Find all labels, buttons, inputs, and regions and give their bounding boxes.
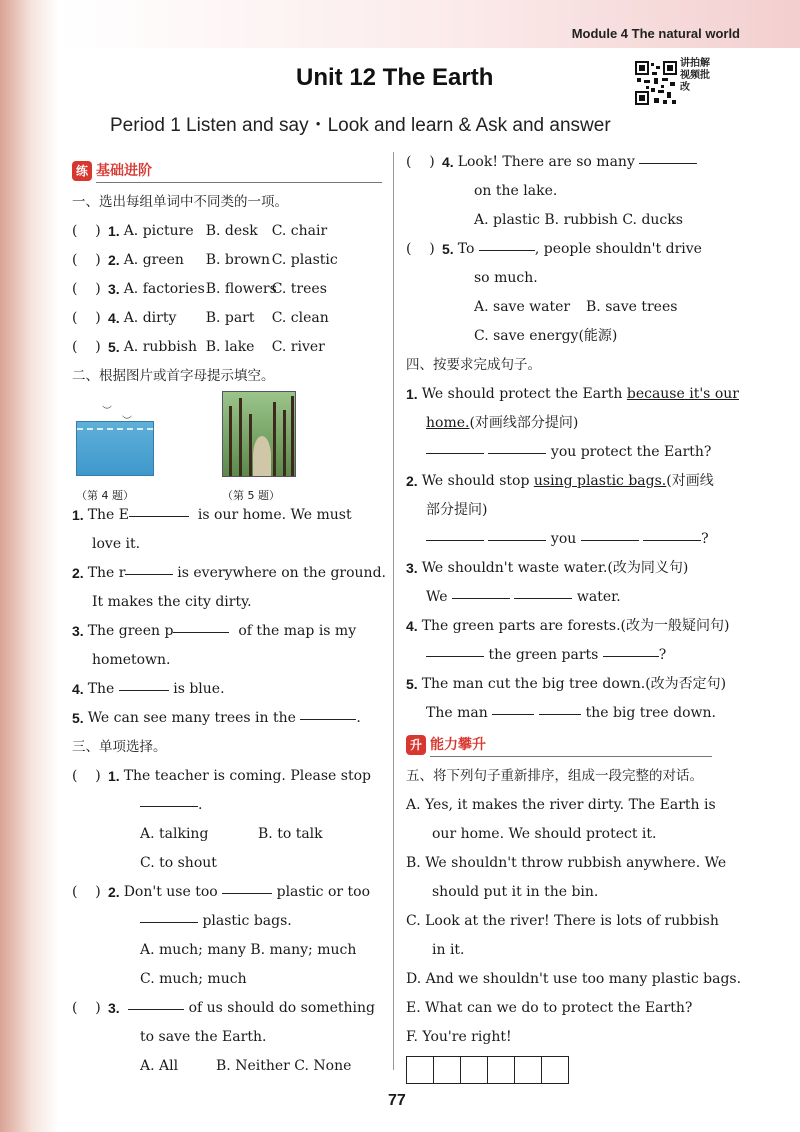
- answer-blank[interactable]: [643, 525, 701, 541]
- question-1-5: ( ) 5. A. rubbish B. lake C. river: [72, 339, 325, 355]
- page-number: 77: [388, 1092, 406, 1109]
- fill-q5: 5. We can see many trees in the .: [72, 704, 386, 733]
- answer-blank[interactable]: [488, 438, 546, 454]
- fill-q4: 4. The is blue.: [72, 675, 386, 704]
- answer-blank[interactable]: [426, 525, 484, 541]
- answer-blank[interactable]: [426, 438, 484, 454]
- section-heading-3: 三、单项选择。: [72, 739, 167, 755]
- rewrite-q2: 2. We should stop using plastic bags. (对画线: [406, 473, 714, 489]
- answer-blank[interactable]: [452, 583, 510, 599]
- forest-image: [222, 391, 296, 477]
- question-1-2: ( ) 2. A. green B. brown C. plastic: [72, 252, 338, 268]
- section-banner-advanced: 升 能力攀升: [406, 732, 716, 758]
- qr-code-icon[interactable]: [634, 60, 678, 106]
- answer-blank[interactable]: [140, 791, 198, 807]
- left-column: [72, 158, 386, 1081]
- answer-blank[interactable]: [125, 559, 172, 575]
- picture-hints: [72, 391, 386, 501]
- page-title: Unit 12 The Earth: [296, 64, 494, 91]
- answer-blank[interactable]: [539, 699, 581, 715]
- question-list-1: [72, 217, 386, 362]
- rewrite-q1: 1. We should protect the Earth because it's our: [406, 386, 739, 402]
- answer-blank[interactable]: [581, 525, 639, 541]
- answer-blank[interactable]: [426, 641, 484, 657]
- question-1-1: ( ) 1. A. picture B. desk C. chair: [72, 223, 328, 239]
- answer-box[interactable]: [406, 1056, 434, 1084]
- answer-blank[interactable]: [514, 583, 572, 599]
- advance-icon: 升: [406, 735, 426, 755]
- choice-q1: ( ) 1. The teacher is coming. Please stop: [72, 768, 371, 784]
- question-1-3: ( ) 3. A. factories B. flowers C. trees: [72, 281, 327, 297]
- choice-questions: ( ) 1. The teacher is coming. Please stop . A. talking B. to talk C. to shout ( ) 2. Don't use too plastic or too plastic bags. A. much; many B. many; much C. much; much ( ) 3. of us should do something to save the Earth. A. All B. Neither C. None: [72, 762, 386, 1081]
- section-heading-2: 二、根据图片或首字母提示填空。: [72, 368, 275, 384]
- column-divider: [393, 152, 394, 1070]
- fill-q3: 3. The green p of the map is my: [72, 617, 386, 646]
- fill-questions: 1. The E is our home. We must love it. 2. The r is everywhere on the ground. It makes the city dirty. 3. The green p of the map is my hometown. 4. The is blue. 5. We can see many trees in the .: [72, 501, 386, 733]
- right-column: ( ) 4. Look! There are so many on the lake. A. plastic B. rubbish C. ducks ( ) 5. To , people shouldn't drive so much. A. save water B. save trees C. save energy(能源) 四、按要求完成句子。 1. We should protect the Earth because it's our home. (对画线部分提问) you protect the Earth? 2. We should stop using plastic bags. (对画线 部分提问) you ? 3. We shouldn't waste water. (改为同义句) We water. 4. The green parts are forests. (改为一般疑问句) the green parts ? 5. The man cut the big tree down. (改为否定句) The man the big tree down. 升 能力攀升 五、将下列句子重新排序，组成一段完整的对话。 A. Yes, it makes the river dirty. The Earth is our home. We should protect it. B. We shouldn't throw rubbish anywhere. We should put it in the bin. C. Look at the river! There is lots of rubbish in it. D. And we shouldn't use too many plastic bags. E. What can we do to protect the Earth? F. You're right!: [406, 148, 716, 1084]
- rewrite-q3: 3. We shouldn't waste water. (改为同义句): [406, 560, 689, 576]
- period-subtitle: Period 1 Listen and say・Look and learn & Ask and answer: [110, 115, 611, 136]
- fill-q2: 2. The r is everywhere on the ground.: [72, 559, 386, 588]
- answer-box[interactable]: [460, 1056, 488, 1084]
- practice-icon: 练: [72, 161, 92, 181]
- answer-blank[interactable]: [129, 501, 189, 517]
- answer-box[interactable]: [514, 1056, 542, 1084]
- choice-q3: ( ) 3. of us should do something: [72, 994, 386, 1023]
- answer-blank[interactable]: [300, 704, 356, 720]
- section-heading-4: 四、按要求完成句子。: [406, 357, 541, 373]
- section-heading-5: 五、将下列句子重新排序，组成一段完整的对话。: [406, 768, 703, 784]
- choice-q2: ( ) 2. Don't use too plastic or too: [72, 878, 386, 907]
- answer-box[interactable]: [541, 1056, 569, 1084]
- answer-blank[interactable]: [488, 525, 546, 541]
- answer-blank[interactable]: [222, 878, 272, 894]
- dialogue-sentences: A. Yes, it makes the river dirty. The Earth is our home. We should protect it. B. We shouldn't throw rubbish anywhere. We should put it in the bin. C. Look at the river! There is lots of rubbish in it. D. And we shouldn't use too many plastic bags. E. What can we do to protect the Earth? F. You're right!: [406, 797, 742, 1045]
- answer-box[interactable]: [433, 1056, 461, 1084]
- answer-blank[interactable]: [173, 617, 229, 633]
- answer-box[interactable]: [487, 1056, 515, 1084]
- choice-q5: ( ) 5. To , people shouldn't drive: [406, 235, 716, 264]
- rewrite-q5: 5. The man cut the big tree down. (改为否定句): [406, 676, 727, 692]
- answer-blank[interactable]: [479, 235, 535, 251]
- section-banner-basic: 练 基础进阶: [72, 158, 386, 184]
- section-heading-1: 一、选出每组单词中不同类的一项。: [72, 194, 288, 210]
- rewrite-q4: 4. The green parts are forests. (改为一般疑问句): [406, 618, 730, 634]
- fill-q1: 1. The E is our home. We must: [72, 501, 386, 530]
- answer-blank[interactable]: [492, 699, 534, 715]
- answer-blank[interactable]: [140, 907, 198, 923]
- choice-q4: ( ) 4. Look! There are so many: [406, 148, 716, 177]
- qr-side-label: 讲拍解视频批改: [680, 58, 710, 93]
- question-1-4: ( ) 4. A. dirty B. part C. clean: [72, 310, 329, 326]
- answer-blank[interactable]: [639, 148, 697, 164]
- answer-blank[interactable]: [128, 994, 184, 1010]
- lake-image: [76, 421, 154, 476]
- answer-blank[interactable]: [603, 641, 659, 657]
- answer-blank[interactable]: [119, 675, 169, 691]
- caption-q5: （第 5 题）: [222, 489, 280, 502]
- bird-icon: ︶: [102, 406, 112, 417]
- module-header: Module 4 The natural world: [571, 26, 740, 41]
- caption-q4: （第 4 题）: [76, 489, 134, 502]
- answer-order-boxes: [406, 1056, 716, 1084]
- page-edge-left: [0, 0, 58, 1132]
